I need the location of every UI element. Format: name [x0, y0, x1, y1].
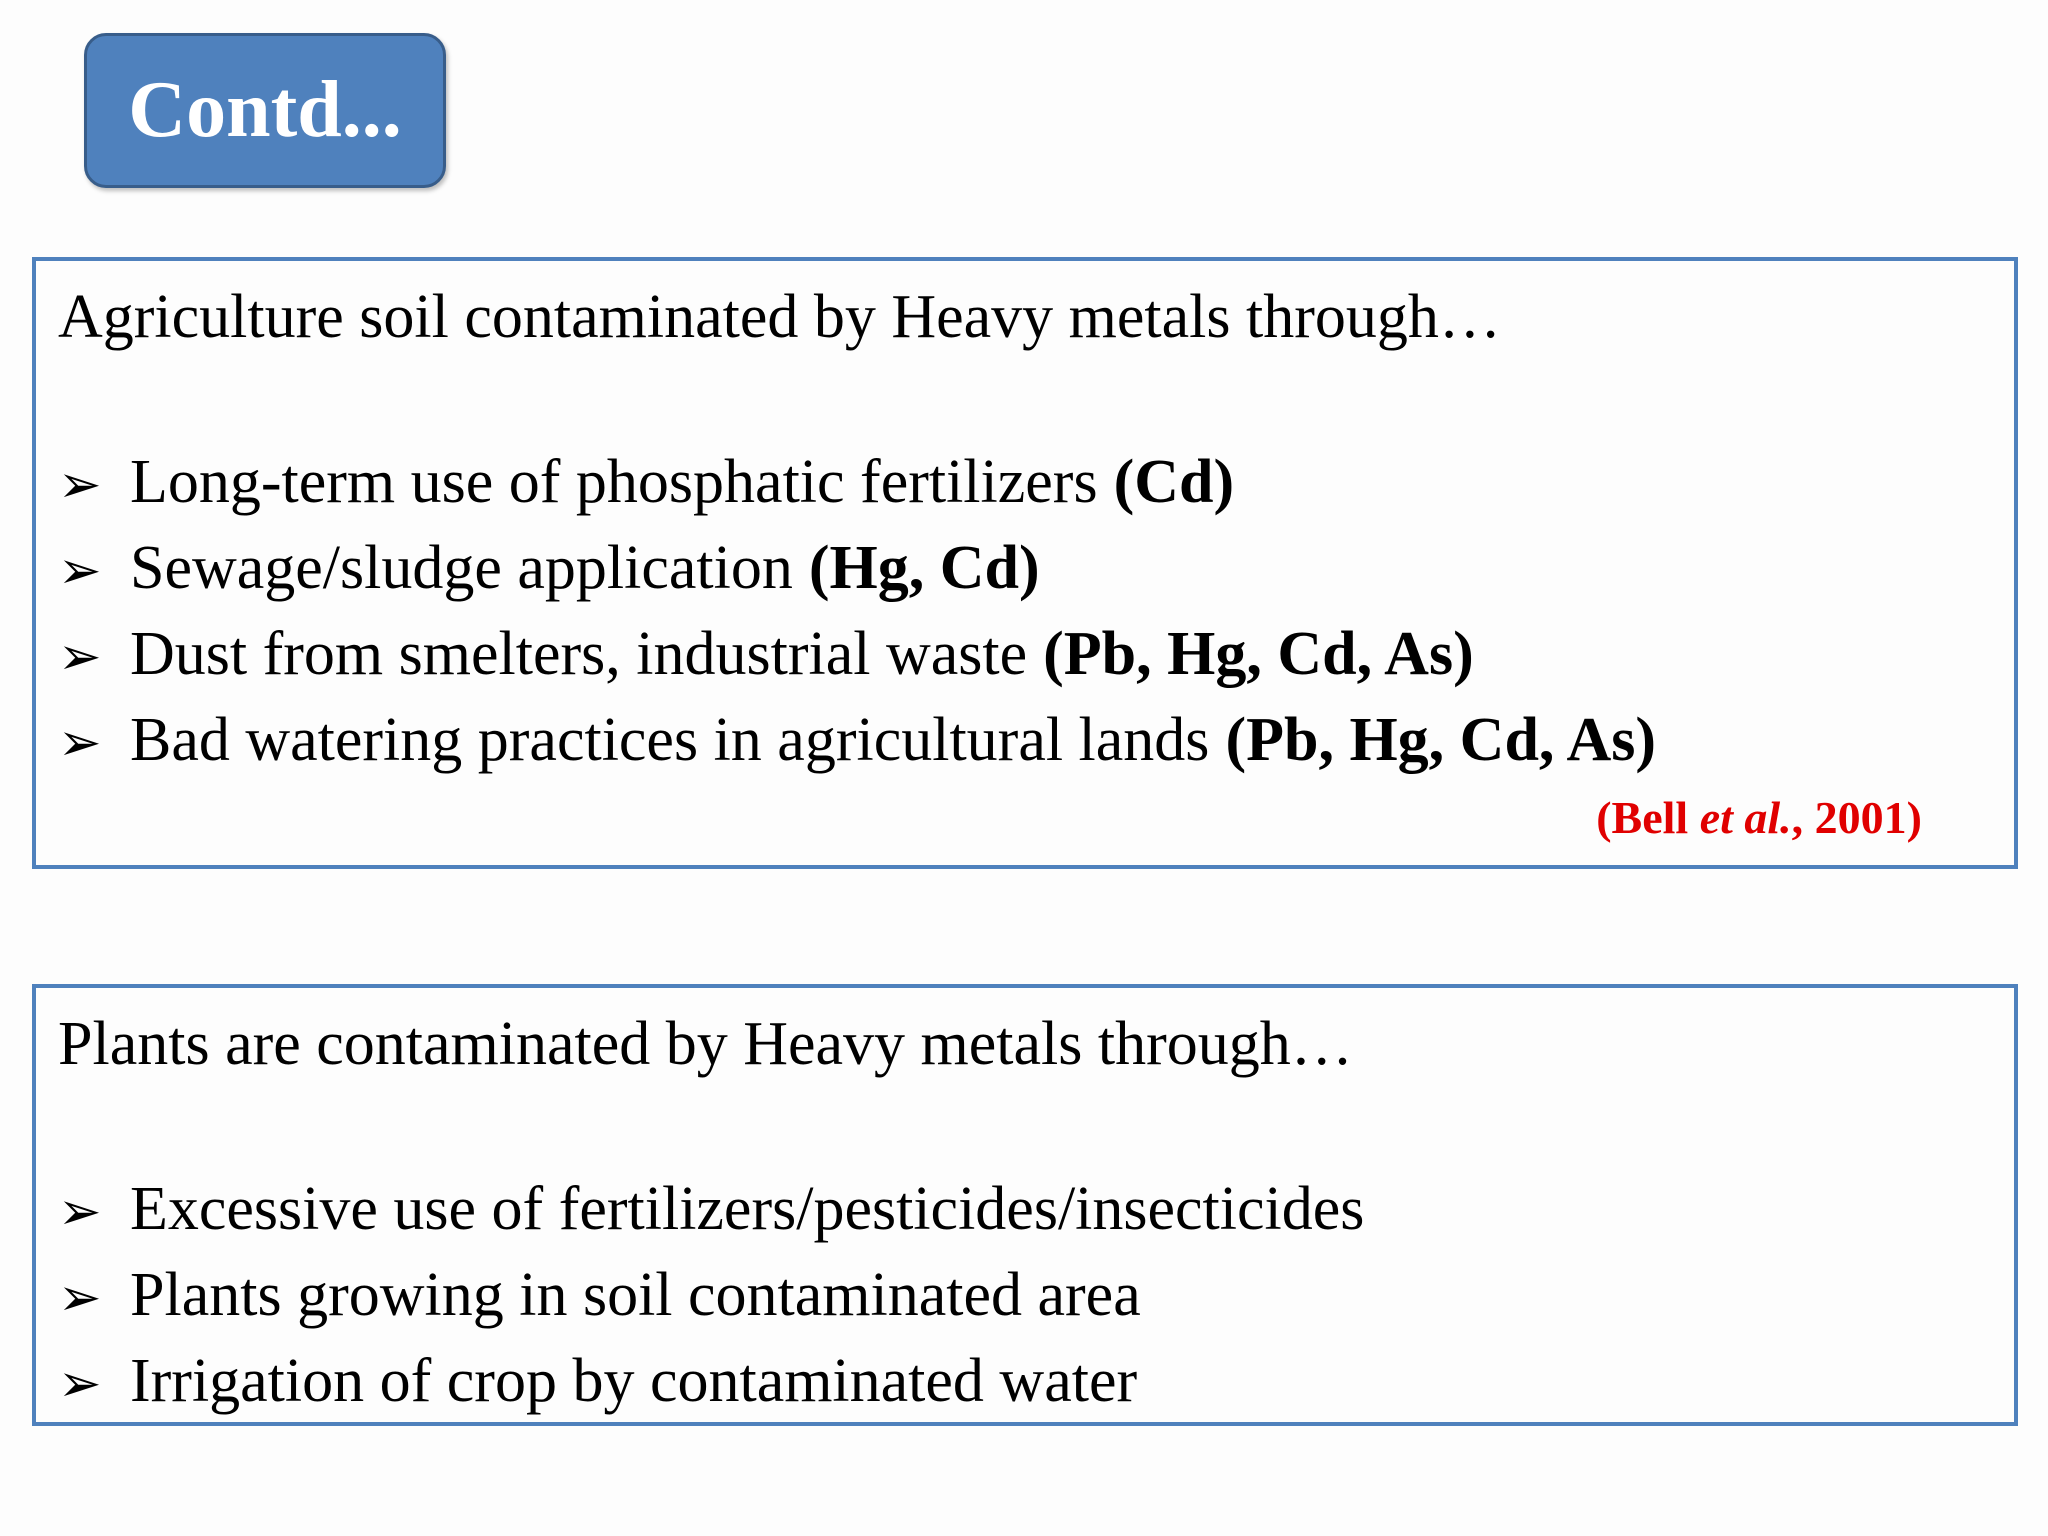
arrow-bullet-icon: ➢	[58, 1182, 102, 1242]
arrow-bullet-icon: ➢	[58, 1354, 102, 1414]
plant-box-heading: Plants are contaminated by Heavy metals through…	[58, 1010, 1353, 1078]
list-item-metals: (Cd)	[1113, 448, 1235, 516]
list-item	[58, 699, 1656, 785]
list-item	[58, 613, 1656, 699]
citation-open: (Bell	[1596, 792, 1700, 843]
soil-contamination-box	[32, 257, 2018, 869]
list-item-text: Irrigation of crop by contaminated water	[130, 1347, 1138, 1415]
arrow-bullet-icon: ➢	[58, 713, 102, 773]
list-item-text: Excessive use of fertilizers/pesticides/insecticides	[130, 1175, 1365, 1243]
soil-box-heading: Agriculture soil contaminated by Heavy metals through…	[58, 283, 1501, 351]
citation-close: , 2001)	[1791, 792, 1922, 843]
arrow-bullet-icon: ➢	[58, 455, 102, 515]
citation-etal: et al.	[1699, 792, 1792, 843]
slide-title-badge	[84, 33, 446, 188]
plant-contamination-box	[32, 984, 2018, 1426]
list-item	[58, 1340, 1364, 1426]
list-item-text: Dust from smelters, industrial waste	[130, 620, 1028, 688]
list-item	[58, 1168, 1364, 1254]
soil-bullet-list	[58, 441, 1656, 785]
list-item-text: Long-term use of phosphatic fertilizers	[130, 448, 1098, 516]
list-item	[58, 527, 1656, 613]
list-item-text: Bad watering practices in agricultural lands	[130, 706, 1210, 774]
plant-bullet-list	[58, 1168, 1364, 1426]
arrow-bullet-icon: ➢	[58, 541, 102, 601]
arrow-bullet-icon: ➢	[58, 1268, 102, 1328]
list-item	[58, 441, 1656, 527]
list-item-metals: (Pb, Hg, Cd, As)	[1225, 706, 1657, 774]
citation	[1596, 791, 1922, 844]
slide-title: Contd...	[128, 66, 402, 154]
list-item-text: Sewage/sludge application	[130, 534, 793, 602]
list-item-metals: (Hg, Cd)	[808, 534, 1040, 602]
arrow-bullet-icon: ➢	[58, 627, 102, 687]
list-item-metals: (Pb, Hg, Cd, As)	[1043, 620, 1474, 688]
list-item-text: Plants growing in soil contaminated area	[130, 1261, 1141, 1329]
list-item	[58, 1254, 1364, 1340]
